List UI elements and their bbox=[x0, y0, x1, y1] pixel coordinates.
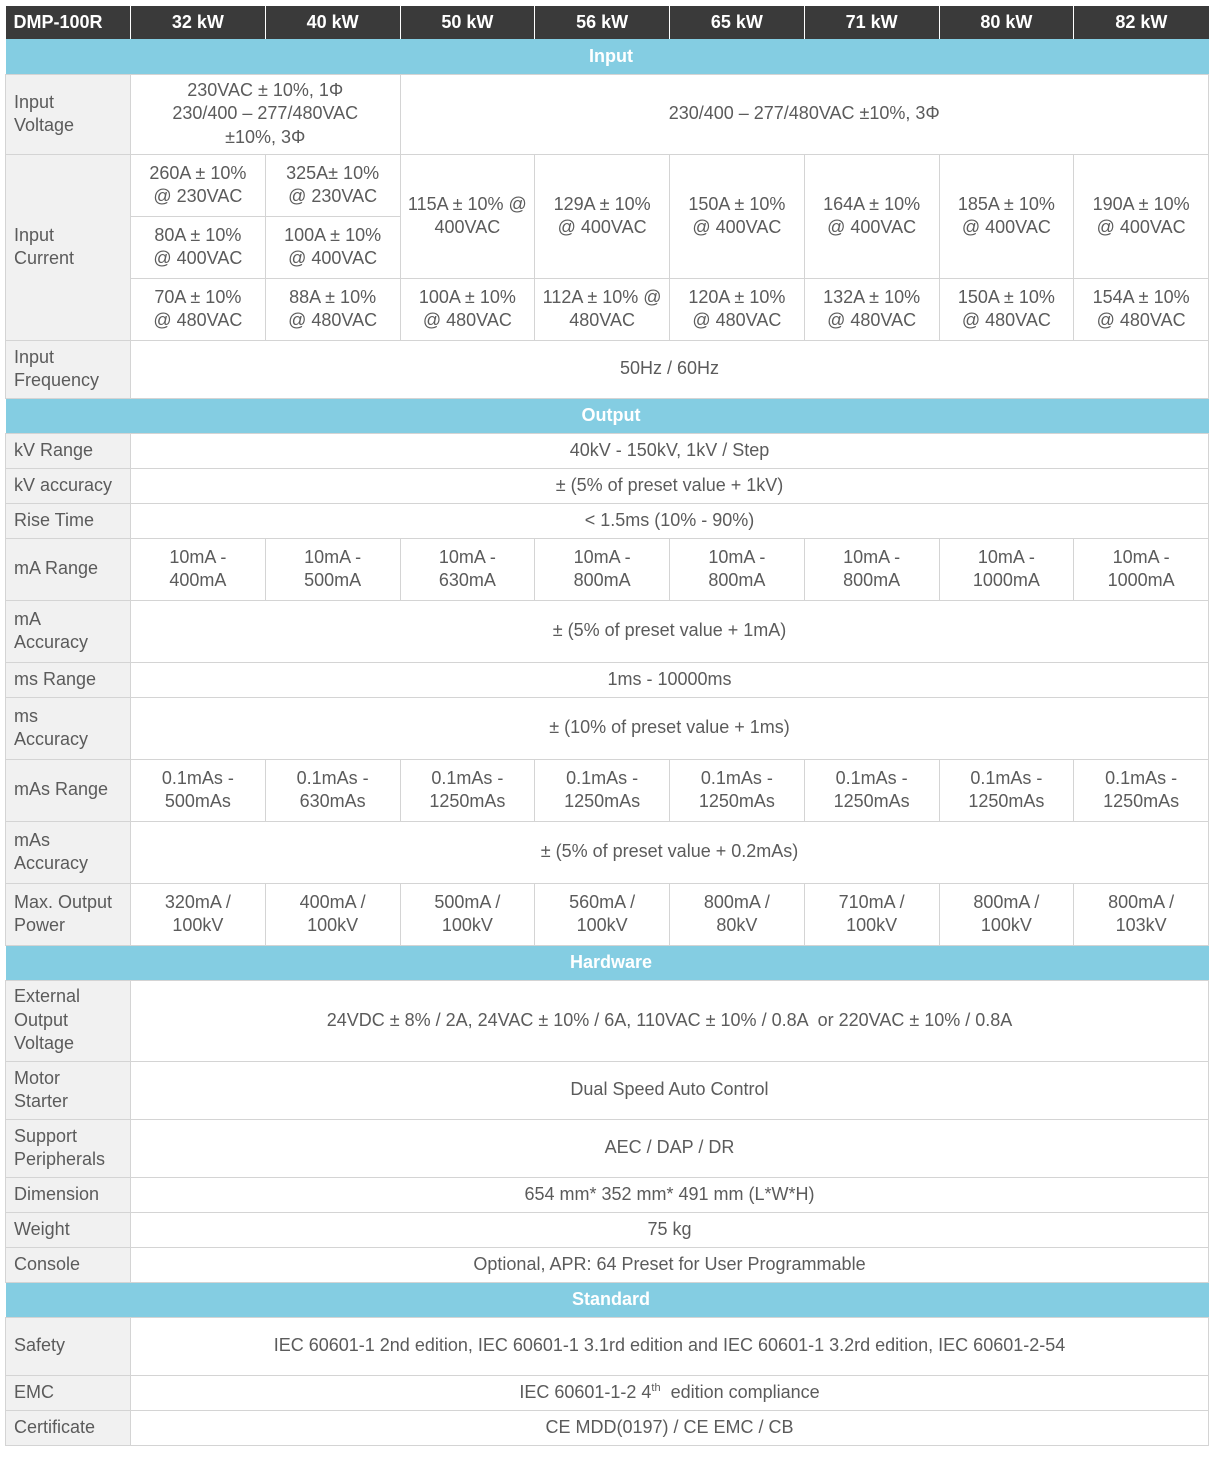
row-certificate bbox=[6, 1410, 1209, 1445]
label-emc: EMC bbox=[6, 1375, 131, 1410]
cell-value: 154A ± 10% @ 480VAC bbox=[1092, 286, 1190, 330]
cell-value: 132A ± 10% @ 480VAC bbox=[823, 286, 921, 330]
row-label bbox=[6, 600, 131, 662]
row-label bbox=[6, 1119, 131, 1177]
model-header: DMP-100R bbox=[6, 6, 131, 39]
table-cell bbox=[670, 538, 805, 600]
support-peripherals-value: AEC / DAP / DR bbox=[131, 1119, 1209, 1177]
row-kv-accuracy bbox=[6, 468, 1209, 503]
row-dimension bbox=[6, 1177, 1209, 1212]
row-external-output-voltage bbox=[6, 980, 1209, 1061]
table-cell bbox=[670, 154, 805, 278]
table-cell bbox=[1074, 154, 1209, 278]
table-cell bbox=[265, 278, 400, 340]
label-weight: Weight bbox=[6, 1212, 131, 1247]
input-frequency-value: 50Hz / 60Hz bbox=[131, 340, 1209, 398]
row-label bbox=[6, 74, 131, 154]
cell-value: 10mA - 400mA bbox=[169, 546, 227, 590]
column-header-71kw: 71 kW bbox=[804, 6, 939, 39]
cell-value: 0.1mAs - 1250mAs bbox=[698, 767, 775, 811]
table-cell bbox=[939, 883, 1074, 945]
safety-value: IEC 60601-1 2nd edition, IEC 60601-1 3.1rd edition and IEC 60601-1 3.2rd edition, IEC 60601-2-54 bbox=[131, 1317, 1209, 1375]
table-cell bbox=[670, 278, 805, 340]
label-console: Console bbox=[6, 1247, 131, 1282]
label-max-output-power: Max. Output Power bbox=[14, 891, 113, 935]
cell-value: 10mA - 500mA bbox=[304, 546, 362, 590]
section-title-standard: Standard bbox=[6, 1282, 1209, 1317]
emc-value bbox=[131, 1375, 1209, 1410]
cell-value: 88A ± 10% @ 480VAC bbox=[288, 286, 378, 330]
table-cell bbox=[939, 538, 1074, 600]
dimension-value: 654 mm* 352 mm* 491 mm (L*W*H) bbox=[131, 1177, 1209, 1212]
cell-value: 185A ± 10% @ 400VAC bbox=[957, 193, 1055, 237]
table-cell bbox=[265, 216, 400, 278]
table-cell bbox=[131, 759, 266, 821]
table-cell bbox=[1074, 538, 1209, 600]
column-header-32kw: 32 kW bbox=[131, 6, 266, 39]
table-cell bbox=[939, 278, 1074, 340]
section-title-hardware: Hardware bbox=[6, 945, 1209, 980]
column-header-50kw: 50 kW bbox=[400, 6, 535, 39]
row-mas-accuracy bbox=[6, 821, 1209, 883]
label-certificate: Certificate bbox=[6, 1410, 131, 1445]
spec-table-container bbox=[5, 6, 1208, 1446]
cell-value: 190A ± 10% @ 400VAC bbox=[1092, 193, 1190, 237]
spec-table bbox=[5, 6, 1209, 1446]
cell-value: 800mA / 80kV bbox=[703, 891, 770, 935]
table-cell bbox=[804, 883, 939, 945]
row-label bbox=[6, 980, 131, 1061]
cell-value: 0.1mAs - 1250mAs bbox=[968, 767, 1045, 811]
table-cell bbox=[939, 759, 1074, 821]
row-ma-range bbox=[6, 538, 1209, 600]
cell-value: 70A ± 10% @ 480VAC bbox=[153, 286, 243, 330]
row-emc bbox=[6, 1375, 1209, 1410]
cell-value: 10mA - 630mA bbox=[438, 546, 496, 590]
cell-value: 10mA - 800mA bbox=[843, 546, 901, 590]
label-mas-range: mAs Range bbox=[6, 759, 131, 821]
label-motor-starter: Motor Starter bbox=[14, 1067, 69, 1111]
label-ma-accuracy: mA Accuracy bbox=[14, 608, 89, 652]
section-output bbox=[6, 398, 1209, 433]
cell-value: 129A ± 10% @ 400VAC bbox=[553, 193, 651, 237]
kv-accuracy-value: ± (5% of preset value + 1kV) bbox=[131, 468, 1209, 503]
table-cell bbox=[535, 154, 670, 278]
cell-value: 150A ± 10% @ 400VAC bbox=[688, 193, 786, 237]
table-cell bbox=[131, 883, 266, 945]
table-cell bbox=[1074, 883, 1209, 945]
table-cell bbox=[400, 278, 535, 340]
console-value: Optional, APR: 64 Preset for User Programmable bbox=[131, 1247, 1209, 1282]
label-safety: Safety bbox=[6, 1317, 131, 1375]
cell-value: 0.1mAs - 500mAs bbox=[161, 767, 234, 811]
cell-value: 260A ± 10% @ 230VAC bbox=[149, 162, 247, 206]
row-ms-accuracy bbox=[6, 697, 1209, 759]
table-cell bbox=[670, 883, 805, 945]
row-input-current-480 bbox=[6, 278, 1209, 340]
label-support-peripherals: Support Peripherals bbox=[14, 1125, 106, 1169]
label-rise-time: Rise Time bbox=[6, 503, 131, 538]
cell-value: 10mA - 1000mA bbox=[1107, 546, 1175, 590]
table-cell bbox=[939, 154, 1074, 278]
row-rise-time bbox=[6, 503, 1209, 538]
cell-value: 100A ± 10% @ 480VAC bbox=[418, 286, 516, 330]
row-safety bbox=[6, 1317, 1209, 1375]
ms-range-value: 1ms - 10000ms bbox=[131, 662, 1209, 697]
weight-value: 75 kg bbox=[131, 1212, 1209, 1247]
input-voltage-single-value: 230VAC ± 10%, 1Φ 230/400 – 277/480VAC ±10%, 3Φ bbox=[172, 79, 359, 147]
label-ms-accuracy: ms Accuracy bbox=[14, 705, 89, 749]
table-cell bbox=[265, 759, 400, 821]
row-label bbox=[6, 697, 131, 759]
cell-value: 0.1mAs - 1250mAs bbox=[833, 767, 910, 811]
cell-value: 0.1mAs - 1250mAs bbox=[564, 767, 641, 811]
row-ma-accuracy bbox=[6, 600, 1209, 662]
row-label bbox=[6, 154, 131, 340]
section-input bbox=[6, 39, 1209, 74]
header-row bbox=[6, 6, 1209, 39]
row-motor-starter bbox=[6, 1061, 1209, 1119]
cell-value: 0.1mAs - 630mAs bbox=[296, 767, 369, 811]
row-weight bbox=[6, 1212, 1209, 1247]
cell-input-voltage-single bbox=[131, 74, 401, 154]
cell-value: 320mA / 100kV bbox=[164, 891, 231, 935]
external-output-voltage-value: 24VDC ± 8% / 2A, 24VAC ± 10% / 6A, 110VAC ± 10% / 0.8A or 220VAC ± 10% / 0.8A bbox=[131, 980, 1209, 1061]
section-title-input: Input bbox=[6, 39, 1209, 74]
table-cell bbox=[400, 883, 535, 945]
cell-value: 800mA / 100kV bbox=[973, 891, 1040, 935]
table-cell bbox=[535, 883, 670, 945]
row-kv-range bbox=[6, 433, 1209, 468]
table-cell bbox=[804, 278, 939, 340]
table-cell bbox=[400, 154, 535, 278]
table-cell bbox=[804, 759, 939, 821]
table-cell bbox=[265, 154, 400, 216]
row-input-frequency bbox=[6, 340, 1209, 398]
row-mas-range bbox=[6, 759, 1209, 821]
label-input-voltage: Input Voltage bbox=[14, 91, 75, 135]
table-cell bbox=[804, 538, 939, 600]
cell-value: 80A ± 10% @ 400VAC bbox=[153, 224, 243, 268]
column-header-80kw: 80 kW bbox=[939, 6, 1074, 39]
row-max-output-power bbox=[6, 883, 1209, 945]
section-standard bbox=[6, 1282, 1209, 1317]
label-ms-range: ms Range bbox=[6, 662, 131, 697]
row-label bbox=[6, 340, 131, 398]
column-header-40kw: 40 kW bbox=[265, 6, 400, 39]
cell-value: 325A± 10% @ 230VAC bbox=[286, 162, 380, 206]
table-cell bbox=[131, 154, 266, 216]
table-cell bbox=[535, 538, 670, 600]
label-mas-accuracy: mAs Accuracy bbox=[14, 829, 89, 873]
section-hardware bbox=[6, 945, 1209, 980]
cell-value: 500mA / 100kV bbox=[434, 891, 501, 935]
row-console bbox=[6, 1247, 1209, 1282]
cell-value: 10mA - 800mA bbox=[573, 546, 631, 590]
cell-value: 560mA / 100kV bbox=[569, 891, 636, 935]
row-ms-range bbox=[6, 662, 1209, 697]
table-cell bbox=[670, 759, 805, 821]
column-header-56kw: 56 kW bbox=[535, 6, 670, 39]
cell-value: 0.1mAs - 1250mAs bbox=[429, 767, 506, 811]
label-kv-accuracy: kV accuracy bbox=[6, 468, 131, 503]
label-input-frequency: Input Frequency bbox=[14, 346, 100, 390]
row-support-peripherals bbox=[6, 1119, 1209, 1177]
label-input-current: Input Current bbox=[14, 224, 75, 268]
row-label bbox=[6, 883, 131, 945]
row-input-voltage bbox=[6, 74, 1209, 154]
table-cell bbox=[131, 216, 266, 278]
table-cell bbox=[265, 538, 400, 600]
cell-input-voltage-three bbox=[400, 74, 1209, 154]
motor-starter-value: Dual Speed Auto Control bbox=[131, 1061, 1209, 1119]
row-label bbox=[6, 821, 131, 883]
cell-value: 800mA / 103kV bbox=[1108, 891, 1175, 935]
ms-accuracy-value: ± (10% of preset value + 1ms) bbox=[131, 697, 1209, 759]
emc-prefix: IEC 60601-1-2 4 bbox=[519, 1381, 652, 1402]
cell-value: 10mA - 800mA bbox=[708, 546, 766, 590]
cell-value: 164A ± 10% @ 400VAC bbox=[823, 193, 921, 237]
table-cell bbox=[131, 278, 266, 340]
table-cell bbox=[1074, 278, 1209, 340]
section-title-output: Output bbox=[6, 398, 1209, 433]
ma-accuracy-value: ± (5% of preset value + 1mA) bbox=[131, 600, 1209, 662]
emc-superscript: th bbox=[651, 1381, 661, 1394]
table-cell bbox=[265, 883, 400, 945]
table-cell bbox=[535, 278, 670, 340]
label-external-output-voltage: External Output Voltage bbox=[14, 986, 81, 1054]
label-kv-range: kV Range bbox=[6, 433, 131, 468]
rise-time-value: < 1.5ms (10% - 90%) bbox=[131, 503, 1209, 538]
cell-value: 0.1mAs - 1250mAs bbox=[1103, 767, 1180, 811]
mas-accuracy-value: ± (5% of preset value + 0.2mAs) bbox=[131, 821, 1209, 883]
column-header-65kw: 65 kW bbox=[670, 6, 805, 39]
input-voltage-three-value: 230/400 – 277/480VAC ±10%, 3Φ bbox=[668, 103, 940, 124]
kv-range-value: 40kV - 150kV, 1kV / Step bbox=[131, 433, 1209, 468]
cell-value: 115A ± 10% @ 400VAC bbox=[407, 193, 527, 237]
cell-value: 150A ± 10% @ 480VAC bbox=[957, 286, 1055, 330]
table-cell bbox=[400, 759, 535, 821]
emc-suffix: edition compliance bbox=[660, 1381, 820, 1402]
cell-value: 112A ± 10% @ 480VAC bbox=[542, 286, 662, 330]
table-cell bbox=[131, 538, 266, 600]
cell-value: 710mA / 100kV bbox=[838, 891, 905, 935]
cell-value: 400mA / 100kV bbox=[299, 891, 366, 935]
cell-value: 10mA - 1000mA bbox=[972, 546, 1040, 590]
cell-value: 100A ± 10% @ 400VAC bbox=[284, 224, 382, 268]
cell-value: 120A ± 10% @ 480VAC bbox=[688, 286, 786, 330]
label-ma-range: mA Range bbox=[6, 538, 131, 600]
row-input-current-230 bbox=[6, 154, 1209, 216]
table-cell bbox=[535, 759, 670, 821]
row-label bbox=[6, 1061, 131, 1119]
label-dimension: Dimension bbox=[6, 1177, 131, 1212]
table-cell bbox=[804, 154, 939, 278]
certificate-value: CE MDD(0197) / CE EMC / CB bbox=[131, 1410, 1209, 1445]
table-cell bbox=[400, 538, 535, 600]
table-cell bbox=[1074, 759, 1209, 821]
column-header-82kw: 82 kW bbox=[1074, 6, 1209, 39]
